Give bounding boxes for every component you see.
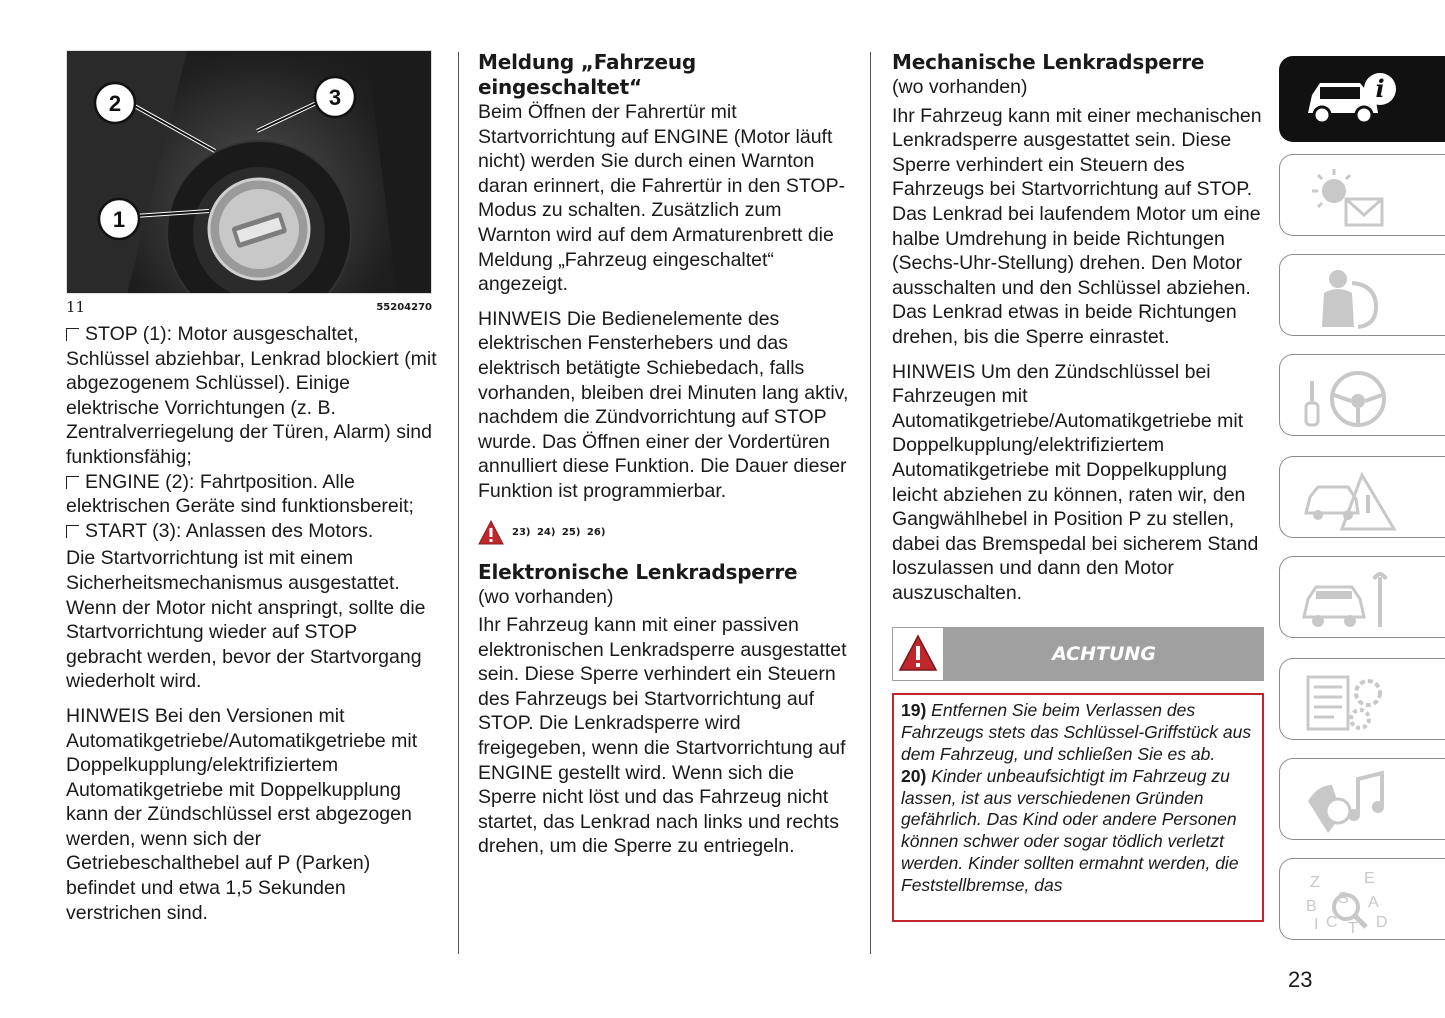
warning-reference-row — [478, 518, 850, 548]
info-letter: i — [1375, 74, 1385, 103]
paragraph: Ihr Fahrzeug kann mit einer mechanischen Lenkradsperre ausgestattet sein. Diese Sperre verhindert ein Steuern des Fahrzeugs bei Startvorrichtung auf STOP. Das Lenkrad bei laufendem Motor um eine halbe Umdrehung in beide Richtungen (Sechs-Uhr-Stellung) drehen. Den Motor ausschalten und den Schlüssel abziehen. Das Lenkrad etwas in beide Richtungen drehen, bis die Sperre einrastet. — [892, 104, 1262, 348]
technical-data-icon — [1298, 667, 1408, 737]
svg-text:Z: Z — [1310, 874, 1320, 891]
warning-label: ACHTUNG — [1052, 643, 1156, 666]
svg-text:T: T — [1348, 920, 1358, 937]
tab-car-info[interactable] — [1279, 56, 1445, 142]
tab-safety[interactable] — [1279, 254, 1445, 336]
key-steering-wheel-icon — [1298, 363, 1408, 433]
heading-qualifier: (wo vorhanden) — [892, 76, 1028, 98]
column-divider — [870, 52, 871, 954]
column-divider — [458, 52, 459, 954]
svg-text:D: D — [1376, 914, 1388, 931]
callout-1: 1 — [112, 207, 126, 232]
note-paragraph: HINWEIS Um den Zündschlüssel bei Fahrzeugen mit Automatikgetriebe/Automatikgetriebe mit Doppelkupplung/elektrifiziertem Automatikgetriebe mit Doppelkupplung leicht abziehen zu können, raten wir, den Gangwählhebel in Position P zu stellen, dabei das Bremspedal bei sicherem Stand loszulassen und dann den Motor auszuschalten. — [892, 360, 1259, 604]
ignition-switch-photo — [66, 50, 432, 294]
column-1 — [66, 50, 438, 925]
svg-text:I: I — [1314, 916, 1319, 933]
tab-starting-driving[interactable] — [1279, 354, 1445, 436]
callout-2: 2 — [108, 91, 122, 116]
warning-item-20: 20) Kinder unbeaufsichtigt im Fahrzeug zu lassen, ist aus verschiedenen Gründen gefährlich. Das Kind oder andere Personen können schwer oder sogar tödlich verletzt werden. Kinder sollten ermahnt werden, die Feststellbremse, das — [901, 765, 1239, 895]
ignition-switch-illustration — [67, 51, 432, 294]
heading-mechanical-steering-lock: Mechanische Lenkradsperre — [892, 50, 1205, 74]
figure-code: 55204270 — [376, 302, 432, 313]
bullet-icon — [66, 525, 79, 538]
safety-airbag-icon — [1298, 263, 1408, 333]
paragraph: Die Startvorrichtung ist mit einem Sicherheitsmechanismus ausgestattet. Wenn der Motor nicht anspringt, sollte die Startvorrichtung wieder auf STOP gebracht werden, bevor der Startvorgang wiederholt wird. — [66, 547, 426, 693]
bullet-start: START (3): Anlassen des Motors. — [66, 519, 438, 544]
bullet-icon — [66, 476, 79, 489]
emergency-icon — [1298, 465, 1408, 535]
tab-technical-data[interactable] — [1279, 658, 1445, 740]
tab-lights-messages[interactable] — [1279, 154, 1445, 236]
svg-text:C: C — [1326, 914, 1338, 931]
svg-text:A: A — [1368, 894, 1379, 911]
car-info-icon — [1298, 65, 1408, 135]
figure-caption — [66, 298, 432, 316]
heading-qualifier: (wo vorhanden) — [478, 585, 614, 608]
note-paragraph: HINWEIS Bei den Versionen mit Automatikgetriebe/Automatikgetriebe mit Doppelkupplung/elektrifiziertem Automatikgetriebe mit Doppelkupplung kann der Zündschlüssel erst abgezogen werden, wenn sich der Getriebeschalthebel auf P (Parken) befindet und etwa 1,5 Sekunden verstrichen sind. — [66, 704, 418, 924]
svg-text:B: B — [1306, 898, 1317, 915]
tab-index[interactable] — [1279, 858, 1445, 940]
heading-electronic-steering-lock: Elektronische Lenkradsperre — [478, 559, 798, 584]
paragraph: Beim Öffnen der Fahrertür mit Startvorrichtung auf ENGINE (Motor läuft nicht) werden Sie durch einen Warnton daran erinnert, die Fahrertür in den STOP-Modus zu schalten. Zusätzlich zum Warnton wird auf dem Armaturenbrett die Meldung „Fahrzeug eingeschaltet“ angezeigt. — [478, 101, 846, 296]
column-2 — [478, 50, 850, 859]
warning-header — [892, 627, 1264, 681]
paragraph: Ihr Fahrzeug kann mit einer passiven elektronischen Lenkradsperre ausgestattet sein. Diese Sperre verhindert ein Steuern des Fahrzeugs bei Startvorrichtung auf STOP. Die Lenkradsperre wird freigegeben, wenn die Startvorrichtung auf ENGINE gestellt wird. Wenn sich die Sperre nicht löst und das Fahrzeug nicht startet, das Lenkrad nach links und rechts drehen, um die Sperre zu entriegeln. — [478, 614, 847, 858]
multimedia-icon — [1298, 767, 1408, 837]
heading-vehicle-on-message: Meldung „Fahrzeug eingeschaltet“ — [478, 50, 696, 99]
tab-emergency[interactable] — [1279, 456, 1445, 538]
warning-item-19: 19) Entfernen Sie beim Verlassen des Fahrzeugs stets das Schlüssel-Griffstück aus dem Fahrzeug, und schließen Sie es ab. — [901, 700, 1252, 765]
bullet-icon — [66, 328, 79, 341]
warning-triangle-icon — [898, 634, 938, 674]
warning-box — [892, 693, 1264, 922]
tab-maintenance[interactable] — [1279, 556, 1445, 638]
index-icon — [1298, 867, 1408, 937]
note-paragraph: HINWEIS Die Bedienelemente des elektrischen Fensterhebers und das elektrisch betätigte Schiebedach, falls vorhanden, bleiben drei Minuten lang aktiv, nachdem die Zündvorrichtung auf STOP wurde. Das Öffnen einer der Vordertüren annulliert diese Funktion. Die Dauer dieser Funktion ist programmierbar. — [478, 307, 849, 502]
lights-messages-icon — [1298, 163, 1408, 233]
car-maintenance-icon — [1298, 565, 1408, 635]
bullet-engine: ENGINE (2): Fahrtposition. Alle elektrischen Geräte sind funktionsbereit; — [66, 470, 414, 518]
figure-number: 11 — [66, 298, 86, 316]
callout-3: 3 — [328, 85, 342, 110]
tab-multimedia[interactable] — [1279, 758, 1445, 840]
bullet-stop: STOP (1): Motor ausgeschaltet, Schlüssel abziehbar, Lenkrad blockiert (mit abgezogenem Schlüssel). Einige elektrische Vorrichtungen (z. B. Zentralverriegelung der Türen, Alarm) sind funktionsfähig; — [66, 323, 437, 468]
column-3 — [892, 50, 1264, 922]
warning-references: 23) 24) 25) 26) — [512, 527, 606, 538]
svg-text:E: E — [1364, 870, 1375, 887]
svg-text:S: S — [1338, 890, 1349, 907]
warning-triangle-icon — [478, 520, 504, 546]
page-number: 23 — [1288, 967, 1313, 992]
